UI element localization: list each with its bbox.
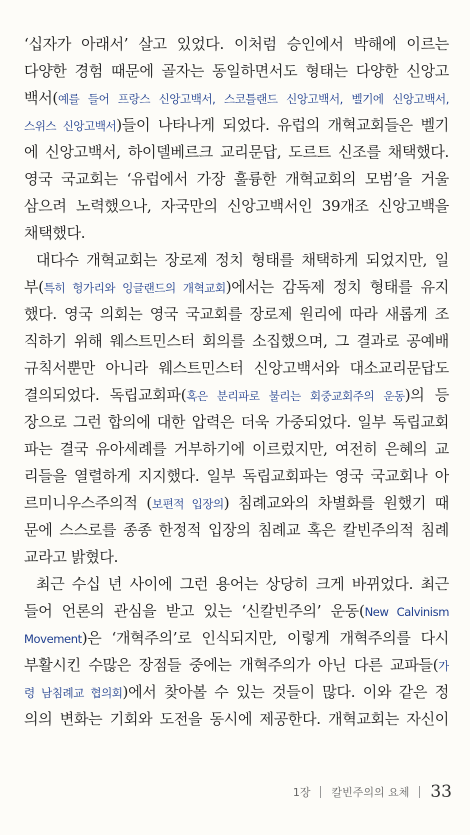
text-line: [24, 598, 449, 625]
line-text: 백서(: [24, 89, 58, 107]
line-text: 파는 결국 유아세례를 거부하기에 이르렀지만, 여전히 은혜의 교: [24, 440, 449, 458]
text-line: [24, 436, 449, 463]
parenthetical-note: 혹은 분리파로 불리는 회중교회주의 운동: [186, 389, 405, 403]
text-line: [24, 571, 449, 598]
page-number: 33: [430, 782, 452, 802]
parenthetical-note: 스위스 신앙고백서: [24, 119, 117, 133]
text-line: [24, 85, 449, 112]
line-text: 들어 언론의 관심을 받고 있는 ‘신칼빈주의’ 운동(: [24, 602, 365, 620]
line-text: 영국 국교회는 ‘유럽에서 가장 훌륭한 개혁교회의 모범’을 거울: [24, 170, 449, 188]
text-line: [24, 166, 449, 193]
line-text: 직하기 위해 웨스트민스터 회의를 소집했으며, 그 결과로 공예배: [24, 332, 449, 350]
line-text: 삼으려 노력했으나, 자국만의 신앙고백서인 39개조 신앙고백을: [24, 197, 449, 215]
page-footer: [293, 782, 452, 802]
text-line: [24, 463, 449, 490]
text-line: [24, 355, 449, 382]
line-text: 했다. 영국 의회는 영국 국교회를 장로제 원리에 따라 새롭게 조: [24, 305, 449, 323]
line-text-continued: ) 침례교와의 차별화를 원했기 때: [223, 494, 449, 512]
text-line: [24, 220, 449, 247]
text-line: [24, 706, 449, 733]
parenthetical-note: 보편적 입장의: [151, 497, 224, 511]
line-text: 부(: [24, 278, 44, 296]
text-line: [24, 409, 449, 436]
parenthetical-note: 특히 헝가리와 잉글랜드의 개혁교회: [43, 281, 226, 295]
running-title: 칼빈주의의 요체: [331, 786, 410, 799]
line-text: 채택했다.: [24, 224, 86, 242]
line-text-continued: )들이 나타나게 되었다. 유럽의 개혁교회들은 벨기: [116, 116, 449, 134]
text-line: [24, 625, 449, 652]
parenthetical-note: New Calvinism: [364, 605, 449, 619]
text-line: [24, 382, 449, 409]
line-text-continued: )에서는 감독제 정치 형태를 유지: [225, 278, 449, 296]
text-line: [24, 193, 449, 220]
line-text: 최근 수십 년 사이에 그런 용어는 상당히 크게 바뀌었다. 최근: [36, 575, 449, 593]
line-text: 리들을 열렬하게 지지했다. 일부 독립교회파는 영국 국교회나 아: [24, 467, 449, 485]
text-line: [24, 328, 449, 355]
line-text: 에 신앙고백서, 하이델베르크 교리문답, 도르트 신조를 채택했다.: [24, 143, 449, 161]
line-text-continued: )에서 찾아볼 수 있는 것들이 많다. 이와 같은 정: [122, 683, 449, 701]
text-line: [24, 544, 449, 571]
text-line: [24, 112, 449, 139]
text-line: [24, 274, 449, 301]
line-text: 의의 변화는 기회와 도전을 동시에 제공한다. 개혁교회는 자신이: [24, 710, 449, 728]
text-line: [24, 679, 449, 706]
line-text: ‘십자가 아래서’ 살고 있었다. 이처럼 승인에서 박해에 이르는: [24, 35, 449, 53]
text-line: [24, 490, 449, 517]
text-line: [24, 652, 449, 679]
line-text: 규칙서뿐만 아니라 웨스트민스터 신앙고백서와 대소교리문답도: [24, 359, 449, 377]
text-line: [24, 139, 449, 166]
footer-divider: [419, 786, 420, 798]
line-text: 대다수 개혁교회는 장로제 정치 형태를 채택하게 되었지만, 일: [36, 251, 449, 269]
parenthetical-note: 가: [438, 659, 449, 673]
line-text: 문에 스스로를 종종 한정적 입장의 침례교 혹은 칼빈주의적 침례: [24, 521, 449, 539]
text-line: [24, 247, 449, 274]
text-line: [24, 58, 449, 85]
text-line: [24, 301, 449, 328]
footer-divider: [320, 786, 321, 798]
line-text-continued: )은 ‘개혁주의’로 인식되지만, 이렇게 개혁주의를 다시: [81, 629, 449, 647]
line-text: 교라고 밝혔다.: [24, 548, 119, 566]
parenthetical-note: 령 남침례교 협의회: [24, 686, 123, 700]
parenthetical-note: Movement: [24, 632, 82, 646]
line-text: 장으로 그런 합의에 대한 압력은 더욱 가중되었다. 일부 독립교회: [24, 413, 449, 431]
line-text: 다양한 경험 때문에 골자는 동일하면서도 형태는 다양한 신앙고: [24, 62, 449, 80]
text-line: [24, 517, 449, 544]
text-line: [24, 31, 449, 58]
line-text: 부활시킨 수많은 장점들 중에는 개혁주의가 아닌 다른 교파들(: [24, 656, 439, 674]
line-text-continued: )의 등: [404, 386, 449, 404]
line-text: 르미니우스주의적 (: [24, 494, 152, 512]
body-text: [24, 31, 449, 733]
parenthetical-note: 예를 들어 프랑스 신앙고백서, 스코틀랜드 신앙고백서, 벨기에 신앙고백서,: [57, 92, 449, 106]
chapter-label: 1장: [292, 786, 311, 799]
line-text: 결의되었다. 독립교회파(: [24, 386, 187, 404]
